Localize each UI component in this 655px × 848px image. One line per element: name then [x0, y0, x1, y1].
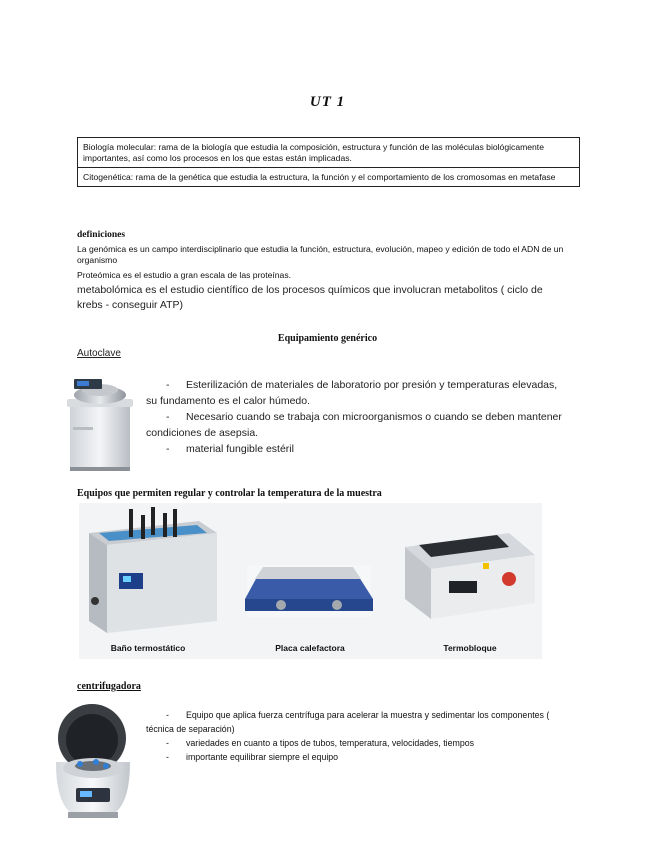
termobloque-drawing — [405, 533, 535, 619]
bano-termostatico-drawing — [89, 507, 217, 633]
proteomica-text: Proteómica es el estudio a gran escala de las proteínas. — [77, 270, 292, 280]
centrifugadora-bullet: - variedades en cuanto a tipos de tubos, temperatura, velocidades, tiempos — [166, 738, 475, 748]
temperature-equipment-image — [79, 503, 542, 659]
genomica-text: La genómica es un campo interdisciplinario que estudia la función, estructura, evolución, mapeo y edición de todo el ADN de un organismo — [77, 244, 564, 265]
caption-termobloque: Termobloque — [443, 643, 497, 653]
definitions-heading: definiciones — [77, 230, 126, 240]
centrifugadora-bullet: - importante equilibrar siempre el equipo — [166, 752, 339, 762]
temperatura-heading: Equipos que permiten regular y controlar la temperatura de la muestra — [77, 488, 382, 499]
page-title: UT 1 — [309, 94, 346, 110]
centrifugadora-bullets — [146, 708, 566, 764]
definitions-box — [77, 137, 580, 187]
centrifugadora-bullet: - Equipo que aplica fuerza centrífuga para acelerar la muestra y sedimentar los componentes ( técnica de separación) — [146, 710, 550, 734]
centrifugadora-heading: centrifugadora — [77, 681, 141, 692]
caption-placa-calefactora: Placa calefactora — [275, 643, 345, 653]
caption-bano-termostatico: Baño termostático — [110, 643, 186, 653]
autoclave-bullet: - Necesario cuando se trabaja con microorganismos o cuando se deben mantener condiciones de asepsia. — [146, 411, 562, 439]
autoclave-bullet: - Esterilización de materiales de laboratorio por presión y temperaturas elevadas, su fundamento es el calor húmedo. — [146, 379, 558, 407]
definition-citogenetica: Citogenética: rama de la genética que estudia la estructura, la función y el comportamiento de los cromosomas en metafase — [78, 167, 579, 186]
placa-calefactora-drawing — [245, 565, 373, 617]
metabolomica-text: metabolómica es el estudio científico de los procesos químicos que involucran metabolitos ( ciclo de krebs - conseguir ATP) — [77, 284, 543, 311]
definition-biologia-molecular: Biología molecular: rama de la biología que estudia la composición, estructura y función de las moléculas biológicamente importantes, así como los procesos en los que estas están implicadas. — [83, 142, 544, 163]
autoclave-bullet: - material fungible estéril — [166, 443, 294, 455]
equipamiento-heading: Equipamiento genérico — [277, 333, 378, 344]
centrifugadora-image — [50, 700, 136, 822]
autoclave-heading: Autoclave — [77, 348, 121, 359]
autoclave-image — [64, 375, 136, 473]
autoclave-bullets — [146, 377, 566, 457]
